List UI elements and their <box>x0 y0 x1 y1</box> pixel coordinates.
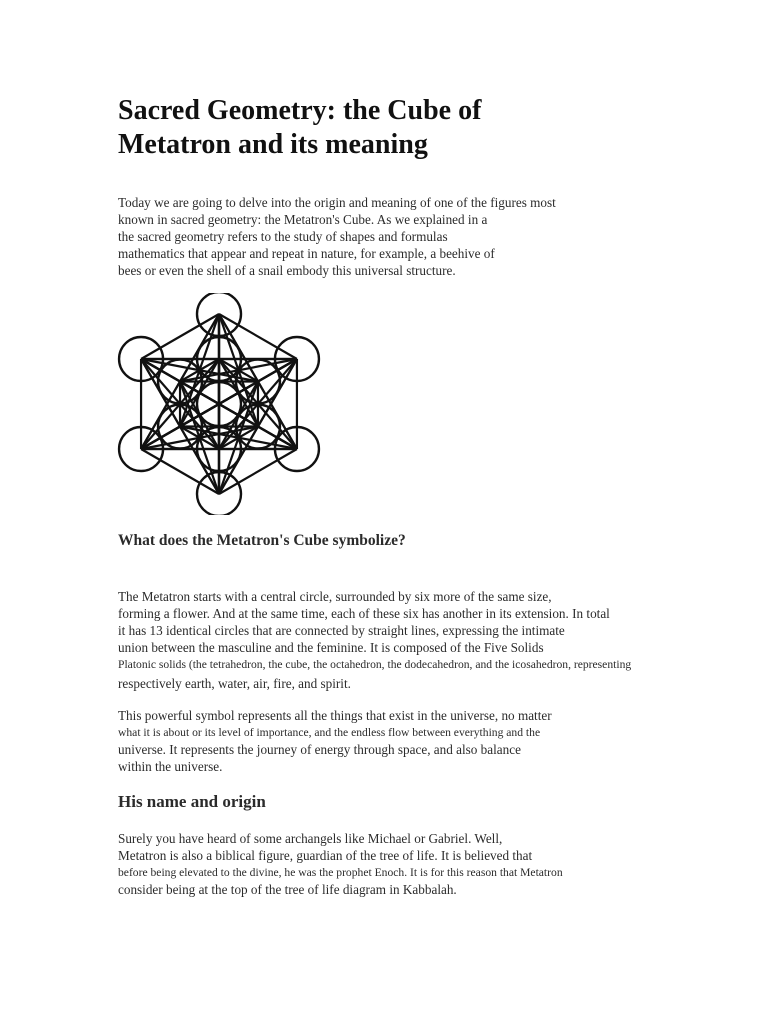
heading-origin: His name and origin <box>118 792 266 811</box>
universe-line: This powerful symbol represents all the things that exist in the universe, no matter <box>118 708 552 723</box>
universe-paragraph <box>118 707 718 775</box>
origin-paragraph <box>118 830 718 898</box>
intro-line: Today we are going to delve into the origin and meaning of one of the figures most <box>118 195 556 210</box>
title-line-1: Sacred Geometry: the Cube of <box>118 95 482 126</box>
intro-line: the sacred geometry refers to the study of shapes and formulas <box>118 229 448 244</box>
universe-line: what it is about or its level of importance, and the endless flow between everything and the <box>118 726 541 739</box>
title-line-2: Metatron and its meaning <box>118 129 428 160</box>
page-title <box>118 94 678 162</box>
origin-line: Surely you have heard of some archangels like Michael or Gabriel. Well, <box>118 831 503 846</box>
universe-line: within the universe. <box>118 759 223 774</box>
symbolize-line: forming a flower. And at the same time, each of these six has another in its extension. In total <box>118 606 610 621</box>
intro-line: bees or even the shell of a snail embody this universal structure. <box>118 263 456 278</box>
symbolize-line: Platonic solids (the tetrahedron, the cube, the octahedron, the dodecahedron, and the icosahedron, representing <box>118 658 632 671</box>
symbolize-line: respectively earth, water, air, fire, and spirit. <box>118 676 351 691</box>
intro-line: known in sacred geometry: the Metatron's Cube. As we explained in a <box>118 212 488 227</box>
origin-line: Metatron is also a biblical figure, guardian of the tree of life. It is believed that <box>118 848 533 863</box>
intro-paragraph <box>118 194 718 279</box>
symbolize-line: union between the masculine and the feminine. It is composed of the Five Solids <box>118 640 544 655</box>
symbolize-line: The Metatron starts with a central circle, surrounded by six more of the same size, <box>118 589 552 604</box>
symbolize-paragraph <box>118 588 718 692</box>
origin-line: consider being at the top of the tree of life diagram in Kabbalah. <box>118 882 457 897</box>
intro-line: mathematics that appear and repeat in nature, for example, a beehive of <box>118 246 495 261</box>
symbolize-line: it has 13 identical circles that are connected by straight lines, expressing the intimate <box>118 623 565 638</box>
universe-line: universe. It represents the journey of energy through space, and also balance <box>118 742 521 757</box>
heading-symbolize: What does the Metatron's Cube symbolize? <box>118 532 406 549</box>
origin-line: before being elevated to the divine, he was the prophet Enoch. It is for this reason that Metatron <box>118 866 563 879</box>
metatrons-cube-icon <box>116 293 322 515</box>
